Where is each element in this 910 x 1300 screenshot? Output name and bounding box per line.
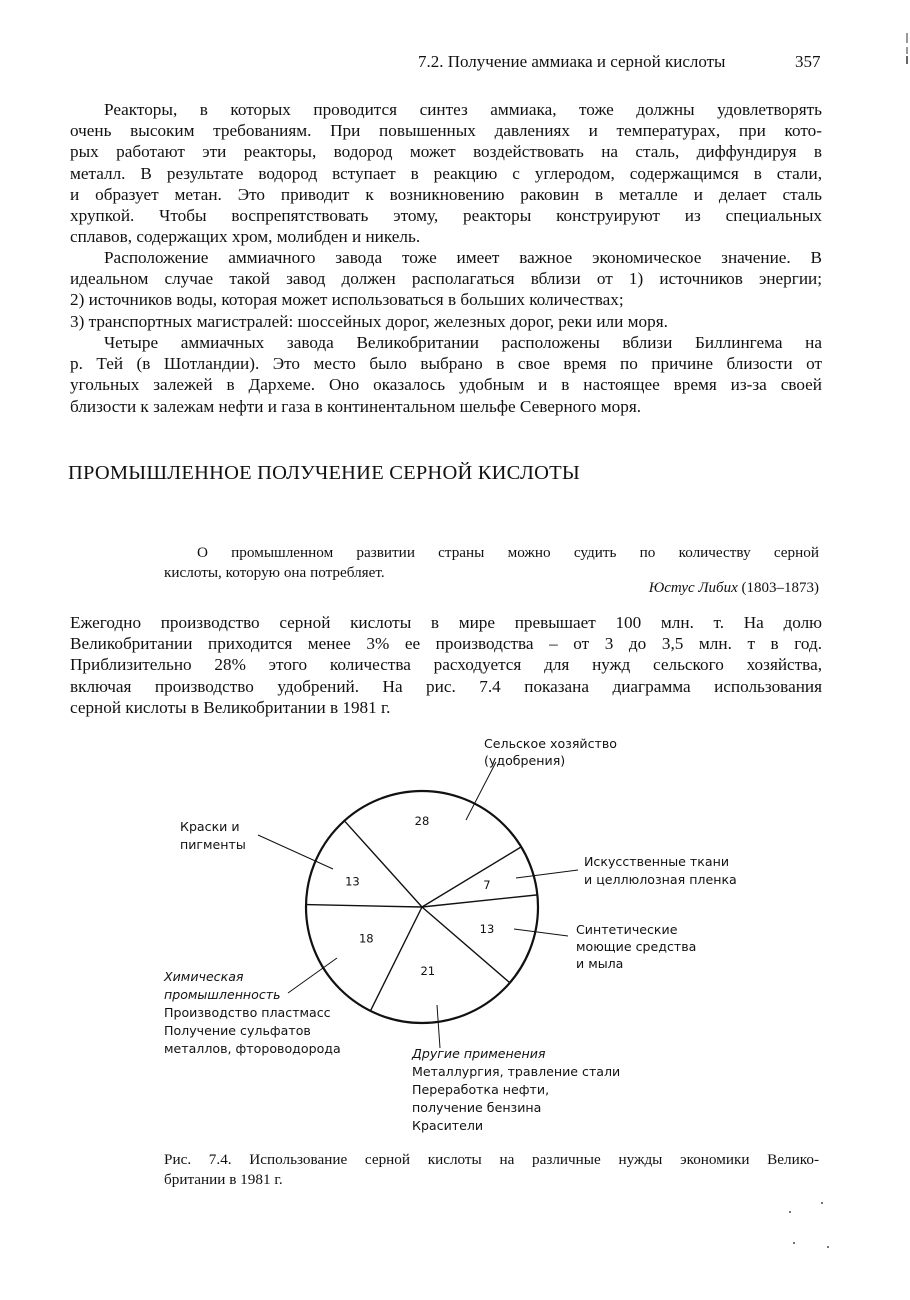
text-line: Приблизительно 28% этого количества расходуется для нужд сельского хозяйства,	[70, 655, 822, 675]
pie-callout-line: Химическая	[164, 969, 244, 984]
scan-edge-mark	[906, 33, 908, 43]
text-line: хрупкой. Чтобы воспрепятствовать этому, реакторы конструируют из специальных	[70, 206, 822, 226]
pie-callout-line: Получение сульфатов	[164, 1023, 311, 1038]
pie-callout-line: получение бензина	[412, 1100, 542, 1115]
text-line: Ежегодно производство серной кислоты в мире превышает 100 млн. т. На долю	[70, 613, 822, 632]
pie-slice-value: 13	[345, 874, 360, 889]
pie-callout-label	[180, 819, 246, 852]
pie-callout-label	[163, 969, 341, 1056]
pie-callout-label	[411, 1046, 620, 1133]
pie-callout-line: Краски и	[180, 819, 240, 834]
figure-caption	[164, 1150, 819, 1190]
text-line: угольных залежей в Дархеме. Оно оказалось удобным и в настоящее время из-за своей	[70, 375, 822, 395]
pie-callout-line: Синтетические	[576, 922, 678, 937]
text-line: 2) источников воды, которая может использоваться в больших количествах;	[70, 290, 624, 310]
pie-callout-line: Производство пластмасс	[164, 1005, 331, 1020]
pie-slice-value: 28	[414, 814, 430, 829]
pie-callout-line: и мыла	[576, 956, 624, 971]
epigraph-author: Юстус Либих	[648, 580, 738, 596]
text-line: очень высоким требованиям. При повышенных давлениях и температурах, при кото-	[70, 121, 822, 141]
pie-callout-line: моющие средства	[576, 939, 697, 954]
text-line: включая производство удобрений. На рис. 7.4 показана диаграмма использования	[70, 676, 822, 696]
caption-line: британии в 1981 г.	[164, 1171, 283, 1188]
running-head: 7.2. Получение аммиака и серной кислоты	[418, 52, 726, 71]
text-line: рых работают эти реакторы, водород может воздействовать на сталь, диффундируя в	[70, 142, 822, 162]
pie-callout-line: Другие применения	[412, 1046, 546, 1061]
text-line: Четыре аммиачных завода Великобритании расположены вблизи Биллингема на	[104, 333, 822, 352]
epigraph-line: О промышленном развитии страны можно судить по количеству серной	[197, 544, 819, 561]
text-line: р. Тей (в Шотландии). Это место было выбрано в свое время по причине близости от	[70, 354, 822, 374]
scan-edge-mark	[906, 47, 908, 54]
pie-callout-line: Красители	[412, 1118, 484, 1133]
pie-callout-label	[484, 736, 617, 768]
text-line: 3) транспортных магистралей: шоссейных дорог, железных дорог, реки или моря.	[70, 311, 668, 331]
text-line: Расположение аммиачного завода тоже имеет важное экономическое значение. В	[104, 248, 822, 267]
section-heading: ПРОМЫШЛЕННОЕ ПОЛУЧЕНИЕ СЕРНОЙ КИСЛОТЫ	[68, 462, 580, 484]
text-line: сплавов, содержащих хром, молибден и никель.	[70, 227, 421, 247]
pie-callout-line: Металлургия, травление стали	[412, 1064, 621, 1079]
pie-slice-value: 18	[358, 931, 374, 946]
text-line: Реакторы, в которых проводится синтез аммиака, тоже должны удовлетворять	[104, 100, 822, 119]
pie-callout-line: и целлюлозная пленка	[584, 872, 737, 887]
pie-callout-line: (удобрения)	[484, 753, 566, 768]
epigraph-line: кислоты, которую она потребляет.	[164, 564, 385, 581]
pie-callout-line: Переработка нефти,	[412, 1082, 550, 1097]
text-line: серной кислоты в Великобритании в 1981 г.	[70, 697, 391, 717]
pie-callout-line: металлов, фтороводорода	[164, 1041, 341, 1056]
page-number: 357	[795, 52, 821, 71]
scan-edge-mark	[906, 56, 908, 64]
text-line: Великобритании приходится менее 3% ее производства – от 3 до 3,5 млн. т в год.	[70, 634, 822, 654]
text-line: металл. В результате водород вступает в реакцию с углеродом, содержащимся в стали,	[70, 163, 822, 183]
pie-callout-label	[576, 922, 696, 971]
text-line: идеальном случае такой завод должен располагаться вблизи от 1) источников энергии;	[70, 269, 822, 289]
pie-callout-line: Сельское хозяйство	[484, 736, 618, 751]
text-line: и образует метан. Это приводит к возникновению раковин в металле и делает сталь	[70, 184, 822, 204]
scan-speck	[821, 1202, 823, 1204]
pie-slice-value: 7	[483, 877, 491, 892]
epigraph-years: (1803–1873)	[741, 580, 819, 596]
scan-speck	[793, 1242, 795, 1244]
pie-callout-label	[584, 854, 737, 887]
caption-line: Рис. 7.4. Использование серной кислоты на различные нужды экономики Велико-	[164, 1151, 819, 1168]
text-line: близости к залежам нефти и газа в континентальном шельфе Северного моря.	[70, 396, 642, 416]
scan-speck	[827, 1246, 829, 1248]
pie-callout-line: пигменты	[180, 837, 246, 852]
pie-callout-line: Искусственные ткани	[584, 854, 730, 869]
pie-callout-line: промышленность	[164, 987, 281, 1002]
pie-slice-value: 21	[420, 963, 436, 978]
scan-speck	[789, 1211, 791, 1213]
pie-slice-value: 13	[479, 922, 495, 937]
